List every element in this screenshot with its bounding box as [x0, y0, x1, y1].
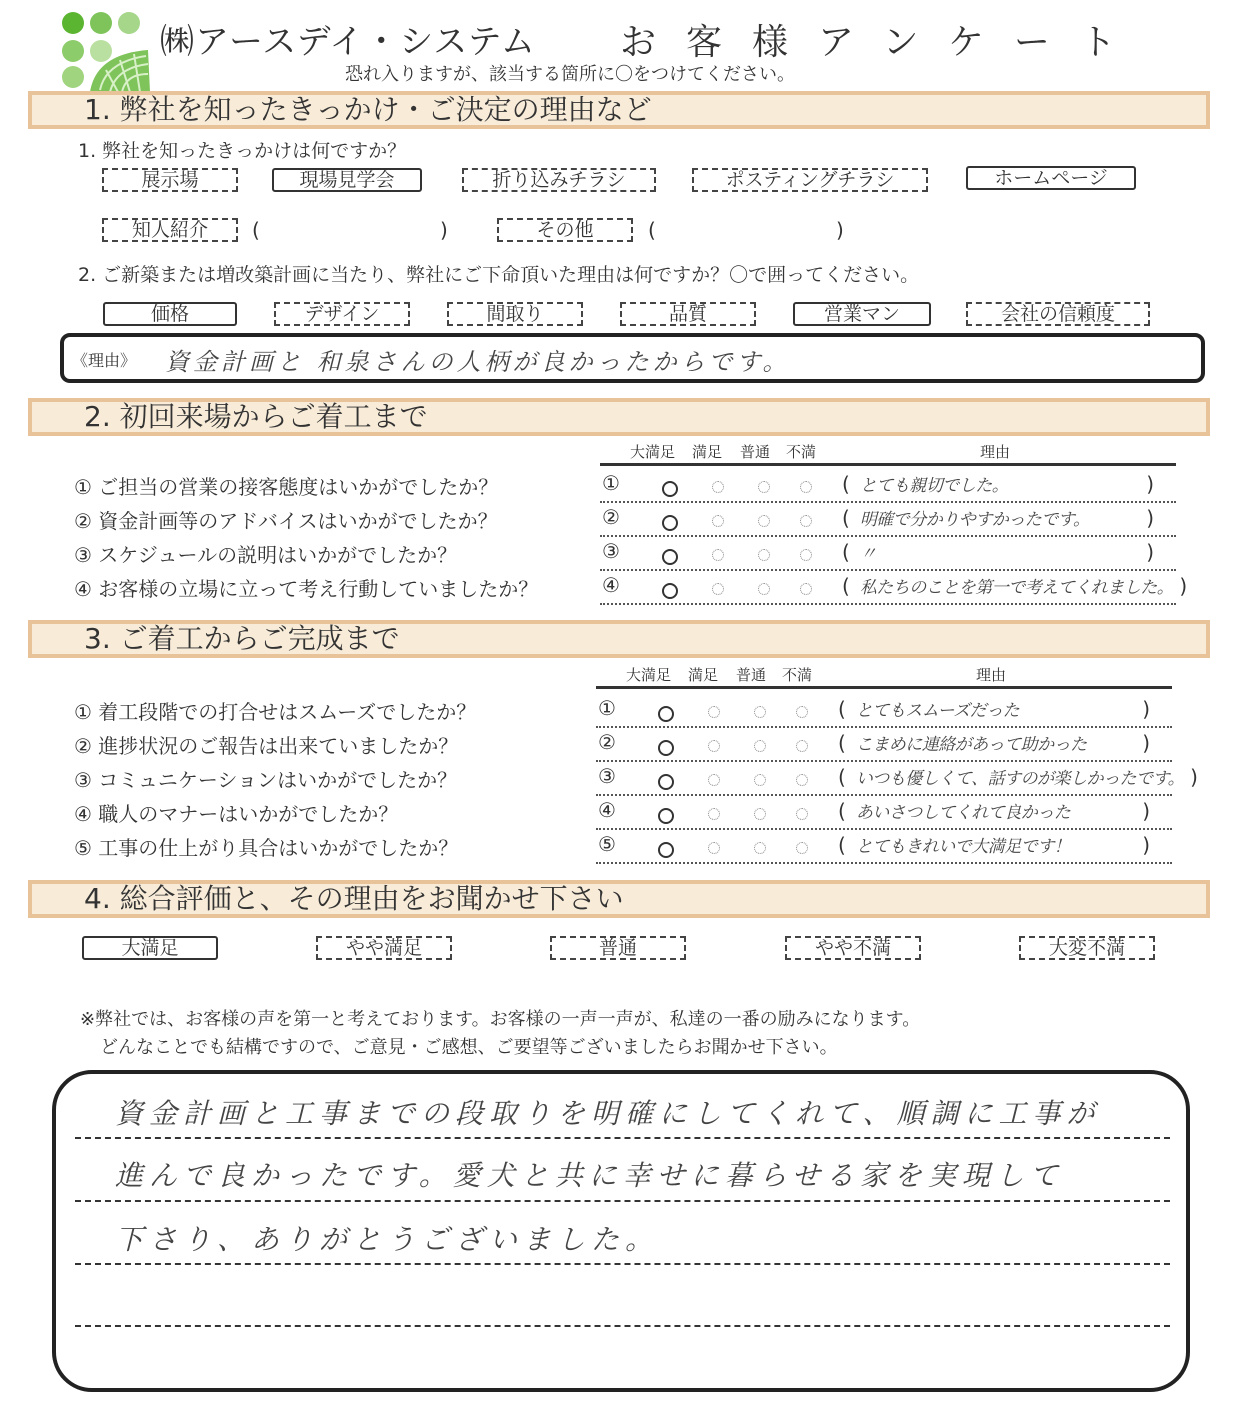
reason-cell: [838, 832, 1150, 857]
rating-col-header: 大満足: [630, 443, 676, 461]
section1-header: 1. 弊社を知ったきっかけ・ご決定の理由など: [28, 91, 1210, 129]
reason-paren-open: (: [838, 765, 846, 789]
reason-cell: [838, 696, 1150, 721]
reason-paren-close: ): [1146, 506, 1154, 530]
rating-circle[interactable]: [754, 774, 766, 786]
option-referral[interactable]: 知人紹介: [102, 218, 238, 242]
row-number: ③: [598, 764, 616, 788]
overall-very-dissatisfied[interactable]: 大変不満: [1019, 936, 1155, 960]
rating-circle[interactable]: [712, 549, 724, 561]
rating-col-header: 満足: [692, 443, 723, 461]
other-paren-open: (: [648, 218, 656, 242]
reason-text: 私たちのことを第一で考えてくれました。: [859, 578, 1174, 598]
row-number: ②: [598, 730, 616, 754]
rating-circle[interactable]: [800, 481, 812, 493]
question-text: ④ 職人のマナーはいかがでしたか？: [74, 802, 399, 826]
table-header-rule: [596, 686, 1172, 689]
row-number: ③: [602, 539, 620, 563]
option-salesperson[interactable]: 営業マン: [793, 302, 931, 326]
row-divider: [596, 760, 1172, 762]
rating-circle[interactable]: [796, 740, 808, 752]
rating-circle[interactable]: [796, 842, 808, 854]
reason-text: とてもきれいで大満足です！: [855, 837, 1071, 857]
row-divider: [596, 828, 1172, 830]
option-showroom[interactable]: 展示場: [102, 168, 238, 192]
logo-dot: [62, 66, 84, 88]
reason-text: こまめに連絡があって助かった: [855, 735, 1087, 755]
comment-rule: [75, 1200, 1170, 1202]
question-text: ① 着工段階での打合せはスムーズでしたか？: [74, 700, 477, 724]
rating-circle-selected[interactable]: [658, 740, 674, 756]
row-number: ⑤: [598, 832, 616, 856]
reason-paren-open: (: [838, 731, 846, 755]
rating-circle[interactable]: [712, 481, 724, 493]
option-design[interactable]: デザイン: [274, 302, 410, 326]
reason-paren-close: ): [1142, 833, 1150, 857]
instruction-text: 恐れ入りますが、該当する箇所に〇をつけてください。: [345, 64, 795, 85]
rating-circle[interactable]: [712, 515, 724, 527]
rating-circle-selected[interactable]: [662, 583, 678, 599]
reason-paren-close: ): [1179, 574, 1188, 598]
option-flyer-insert[interactable]: 折り込みチラシ: [462, 168, 656, 192]
question-text: ⑤ 工事の仕上がり具合はいかがでしたか？: [74, 836, 459, 860]
question-text: ② 資金計画等のアドバイスはいかがでしたか？: [74, 509, 498, 533]
rating-circle[interactable]: [708, 740, 720, 752]
reason-paren-open: (: [842, 540, 850, 564]
survey-title: お客様アンケート: [620, 22, 1146, 63]
reason-col-header: 理由: [976, 666, 1007, 684]
reason-paren-open: (: [838, 833, 846, 857]
row-divider: [600, 569, 1176, 571]
option-floor-plan[interactable]: 間取り: [447, 302, 583, 326]
section3-header: 3. ご着工からご完成まで: [28, 620, 1210, 658]
rating-col-header: 普通: [736, 666, 767, 684]
option-company-trust[interactable]: 会社の信頼度: [966, 302, 1150, 326]
globe-icon: [86, 46, 150, 92]
rating-circle-selected[interactable]: [658, 706, 674, 722]
rating-circle[interactable]: [708, 774, 720, 786]
row-divider: [600, 501, 1176, 503]
rating-circle[interactable]: [796, 808, 808, 820]
note-line-2: どんなことでも結構ですので、ご意見・ご感想、ご要望等ございましたらお聞かせ下さい。: [100, 1037, 838, 1058]
row-number: ①: [598, 696, 616, 720]
rating-circle[interactable]: [758, 515, 770, 527]
table-header-rule: [600, 463, 1176, 466]
reason-text: とても親切でした。: [859, 476, 1009, 496]
note-line-1: ※弊社では、お客様の声を第一と考えております。お客様の一声一声が、私達の一番の励みになります。: [80, 1009, 921, 1030]
other-paren-close: ): [836, 218, 844, 242]
overall-somewhat-dissatisfied[interactable]: やや不満: [785, 936, 921, 960]
overall-very-satisfied[interactable]: 大満足: [82, 936, 218, 960]
rating-circle-selected[interactable]: [658, 774, 674, 790]
company-logo: [60, 8, 150, 90]
reason-cell: [842, 539, 1154, 564]
rating-circle-selected[interactable]: [662, 515, 678, 531]
rating-col-header: 不満: [786, 443, 817, 461]
reason-paren-open: (: [842, 472, 850, 496]
question-text: ② 進捗状況のご報告は出来ていましたか？: [74, 734, 459, 758]
logo-dot: [90, 12, 112, 34]
reason-cell: [842, 505, 1154, 530]
reason-paren-open: (: [842, 506, 850, 530]
logo-dot: [62, 40, 84, 62]
rating-circle[interactable]: [800, 515, 812, 527]
section1-q2-label: 2. ご新築または増改築計画に当たり、弊社にご下命頂いた理由は何ですか？〇で囲ってください。: [78, 264, 920, 286]
reason-paren-close: ): [1146, 540, 1154, 564]
rating-circle[interactable]: [708, 706, 720, 718]
rating-col-header: 普通: [740, 443, 771, 461]
reason-text: いつも優しくて、話すのが楽しかったです。: [855, 769, 1185, 789]
rating-circle-selected[interactable]: [662, 481, 678, 497]
question-text: ④ お客様の立場に立って考え行動していましたか？: [74, 577, 539, 601]
reason-paren-open: (: [838, 799, 846, 823]
reason-cell: [842, 573, 1187, 598]
referral-paren-open: (: [252, 218, 260, 242]
reason-text: 資金計画と 和泉さんの人柄が良かったからです。: [165, 348, 791, 376]
row-number: ④: [598, 798, 616, 822]
comment-line-2: 進んで良かったです。愛犬と共に幸せに暮らせる家を実現して: [115, 1159, 1064, 1192]
rating-circle[interactable]: [800, 549, 812, 561]
reason-text: 明確で分かりやすかったです。: [859, 510, 1090, 530]
rating-circle[interactable]: [800, 583, 812, 595]
rating-circle[interactable]: [754, 706, 766, 718]
rating-circle[interactable]: [796, 706, 808, 718]
row-divider: [596, 862, 1172, 864]
overall-neutral[interactable]: 普通: [550, 936, 686, 960]
row-divider: [600, 603, 1176, 605]
reason-cell: [838, 764, 1198, 789]
reason-cell: [838, 730, 1150, 755]
row-divider: [596, 794, 1172, 796]
section2-header: 2. 初回来場からご着工まで: [28, 398, 1210, 436]
reason-paren-close: ): [1146, 472, 1154, 496]
reason-paren-close: ): [1142, 799, 1150, 823]
reason-paren-open: (: [838, 697, 846, 721]
row-divider: [600, 535, 1176, 537]
option-other[interactable]: その他: [497, 218, 633, 242]
reason-text: あいさつしてくれて良かった: [855, 803, 1071, 823]
logo-dot: [118, 12, 140, 34]
rating-circle[interactable]: [754, 808, 766, 820]
comment-line-1: 資金計画と工事までの段取りを明確にしてくれて、順調に工事が: [115, 1097, 1101, 1130]
option-site-tour[interactable]: 現場見学会: [272, 168, 422, 192]
rating-circle[interactable]: [758, 549, 770, 561]
rating-circle-selected[interactable]: [658, 808, 674, 824]
reason-text: とてもスムーズだった: [855, 701, 1020, 721]
reason-paren-close: ): [1142, 731, 1150, 755]
reason-text: 〃: [859, 544, 877, 564]
row-number: ④: [602, 573, 620, 597]
comment-rule: [75, 1137, 1170, 1139]
rating-circle-selected[interactable]: [658, 842, 674, 858]
reason-label: 《理由》: [72, 351, 137, 370]
rating-col-header: 大満足: [626, 666, 672, 684]
reason-cell: [842, 471, 1154, 496]
overall-somewhat-satisfied[interactable]: やや満足: [316, 936, 452, 960]
section1-q1-label: 1. 弊社を知ったきっかけは何ですか？: [78, 140, 407, 162]
comment-line-3: 下さり、ありがとうございました。: [115, 1223, 660, 1256]
option-posting-flyer[interactable]: ポスティングチラシ: [692, 168, 928, 192]
row-divider: [596, 726, 1172, 728]
rating-circle[interactable]: [712, 583, 724, 595]
comment-rule: [75, 1325, 1170, 1327]
row-number: ①: [602, 471, 620, 495]
rating-col-header: 満足: [688, 666, 719, 684]
reason-paren-close: ): [1142, 697, 1150, 721]
reason-col-header: 理由: [980, 443, 1011, 461]
rating-circle[interactable]: [796, 774, 808, 786]
rating-circle[interactable]: [708, 808, 720, 820]
rating-circle[interactable]: [754, 842, 766, 854]
company-name: ㈱アースデイ・システム: [160, 22, 536, 62]
reason-paren-close: ): [1190, 765, 1198, 789]
option-price[interactable]: 価格: [103, 302, 237, 326]
reason-cell: [838, 798, 1150, 823]
question-text: ① ご担当の営業の接客態度はいかがでしたか？: [74, 475, 499, 499]
referral-paren-close: ): [440, 218, 448, 242]
question-text: ③ コミュニケーションはいかがでしたか？: [74, 768, 458, 792]
rating-circle[interactable]: [758, 481, 770, 493]
rating-circle-selected[interactable]: [662, 549, 678, 565]
logo-dot: [62, 12, 84, 34]
rating-circle[interactable]: [754, 740, 766, 752]
reason-paren-open: (: [842, 574, 850, 598]
row-number: ②: [602, 505, 620, 529]
option-homepage[interactable]: ホームページ: [966, 166, 1136, 190]
question-text: ③ スケジュールの説明はいかがでしたか？: [74, 543, 458, 567]
rating-circle[interactable]: [708, 842, 720, 854]
rating-circle[interactable]: [758, 583, 770, 595]
rating-col-header: 不満: [782, 666, 813, 684]
option-quality[interactable]: 品質: [620, 302, 756, 326]
comment-rule: [75, 1263, 1170, 1265]
section4-header: 4. 総合評価と、その理由をお聞かせ下さい: [28, 880, 1210, 918]
